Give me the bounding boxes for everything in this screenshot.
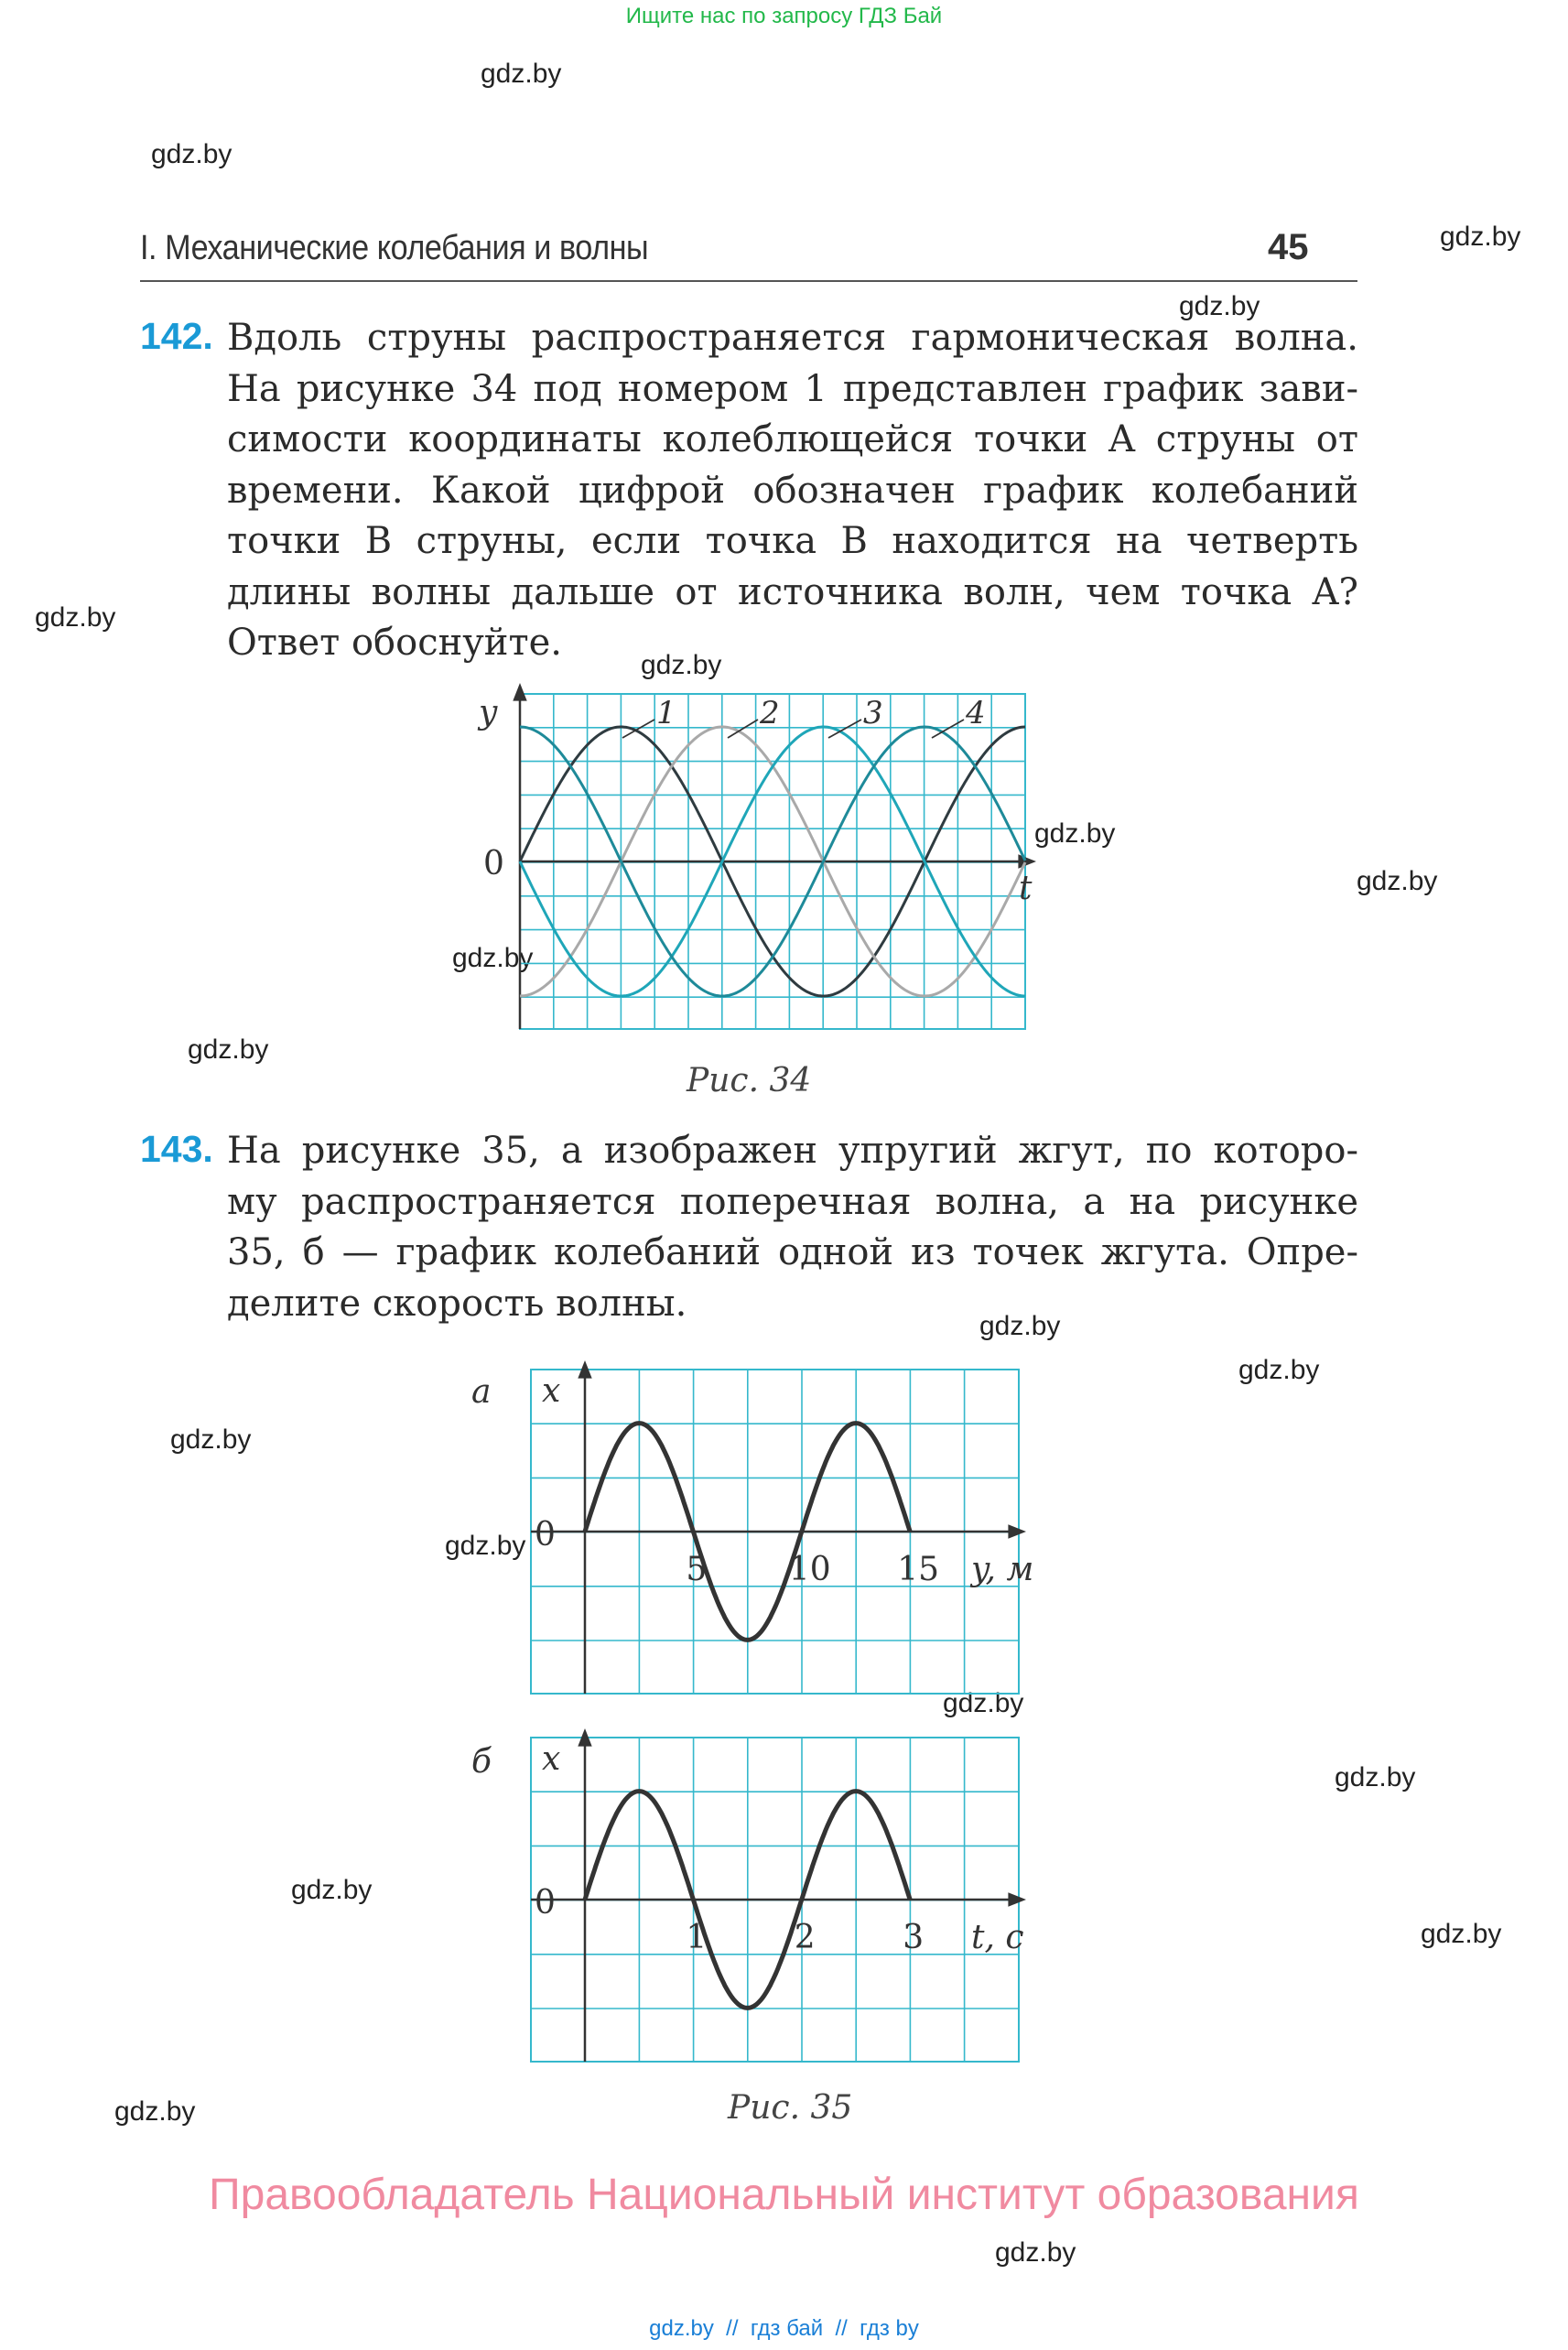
origin-label: 0 <box>483 845 504 883</box>
text-line: симости координаты колеблющейся точки A струны от <box>227 418 1358 460</box>
curve-label: 1 <box>656 695 676 731</box>
x-axis-label: y, м <box>971 1551 1034 1588</box>
figure-caption: Рис. 34 <box>687 1062 812 1099</box>
text-line: Вдоль струны распространяется гармоническая волна. <box>227 317 1358 359</box>
page-number: 45 <box>1268 227 1309 267</box>
x-axis-label: t <box>1019 870 1033 907</box>
watermark: gdz.by <box>35 602 116 633</box>
figure-caption: Рис. 35 <box>728 2089 853 2127</box>
tick-label: 5 <box>686 1551 708 1588</box>
watermark: gdz.by <box>979 1311 1061 1341</box>
tick-label: 1 <box>686 1919 708 1956</box>
text-line: На рисунке 34 под номером 1 представлен график зави- <box>227 367 1358 410</box>
tick-label: 3 <box>903 1919 925 1956</box>
text-line: му распространяется поперечная волна, а на рисунке <box>227 1180 1358 1223</box>
chapter-title: I. Механические колебания и волны <box>140 229 649 267</box>
problem-number: 143. <box>140 1128 213 1170</box>
text-line: делите скорость волны. <box>227 1282 687 1325</box>
watermark: gdz.by <box>943 1688 1024 1718</box>
origin-label: 0 <box>535 1516 556 1554</box>
curve-label: 4 <box>966 695 986 731</box>
text-line: 35, б — график колебаний одной из точек жгута. Опре- <box>227 1231 1358 1273</box>
watermark: gdz.by <box>1238 1355 1320 1385</box>
panel-label: а <box>471 1373 492 1411</box>
tick-label: 10 <box>788 1551 831 1588</box>
y-axis-label: y <box>479 694 498 731</box>
panel-label: б <box>471 1743 492 1781</box>
watermark: gdz.by <box>995 2237 1076 2268</box>
text-line: Ответ обоснуйте. <box>227 622 562 664</box>
watermark: gdz.by <box>1421 1919 1502 1949</box>
watermark: gdz.by <box>641 650 722 680</box>
text-line: длины волны дальше от источника волн, чем точка A? <box>227 570 1358 613</box>
watermark: gdz.by <box>1440 222 1521 252</box>
problem-number: 142. <box>140 315 213 357</box>
watermark: gdz.by <box>481 59 562 89</box>
watermark: gdz.by <box>1357 866 1438 896</box>
watermark: gdz.by <box>114 2096 196 2127</box>
watermark: gdz.by <box>1179 291 1260 321</box>
footer-links[interactable]: gdz.by // гдз бай // гдз by <box>649 2316 919 2341</box>
x-axis-arrow <box>1008 1524 1026 1538</box>
x-axis-label: t, с <box>971 1919 1024 1956</box>
copyright-holder: Правообладатель Национальный институт образования <box>209 2171 1359 2219</box>
watermark: gdz.by <box>1335 1762 1416 1792</box>
watermark: gdz.by <box>151 139 232 169</box>
watermark: gdz.by <box>452 943 534 973</box>
text-line: точки B струны, если точка B находится на четверть <box>227 520 1358 562</box>
curve-label: 3 <box>863 695 883 731</box>
top-note: Ищите нас по запросу ГДЗ Бай <box>625 4 943 28</box>
curve-label: 2 <box>760 695 780 731</box>
y-axis-label: x <box>542 1372 561 1410</box>
watermark: gdz.by <box>170 1424 252 1455</box>
watermark: gdz.by <box>445 1531 526 1561</box>
origin-label: 0 <box>535 1884 556 1922</box>
tick-label: 15 <box>897 1551 940 1588</box>
tick-label: 2 <box>794 1919 816 1956</box>
x-axis-arrow <box>1008 1892 1026 1906</box>
text-line: На рисунке 35, а изображен упругий жгут, по которо- <box>227 1130 1358 1172</box>
watermark: gdz.by <box>188 1034 269 1065</box>
watermark: gdz.by <box>291 1875 373 1905</box>
text-line: времени. Какой цифрой обозначен график колебаний <box>227 469 1358 512</box>
y-axis-label: x <box>542 1740 561 1778</box>
watermark: gdz.by <box>1034 818 1116 849</box>
